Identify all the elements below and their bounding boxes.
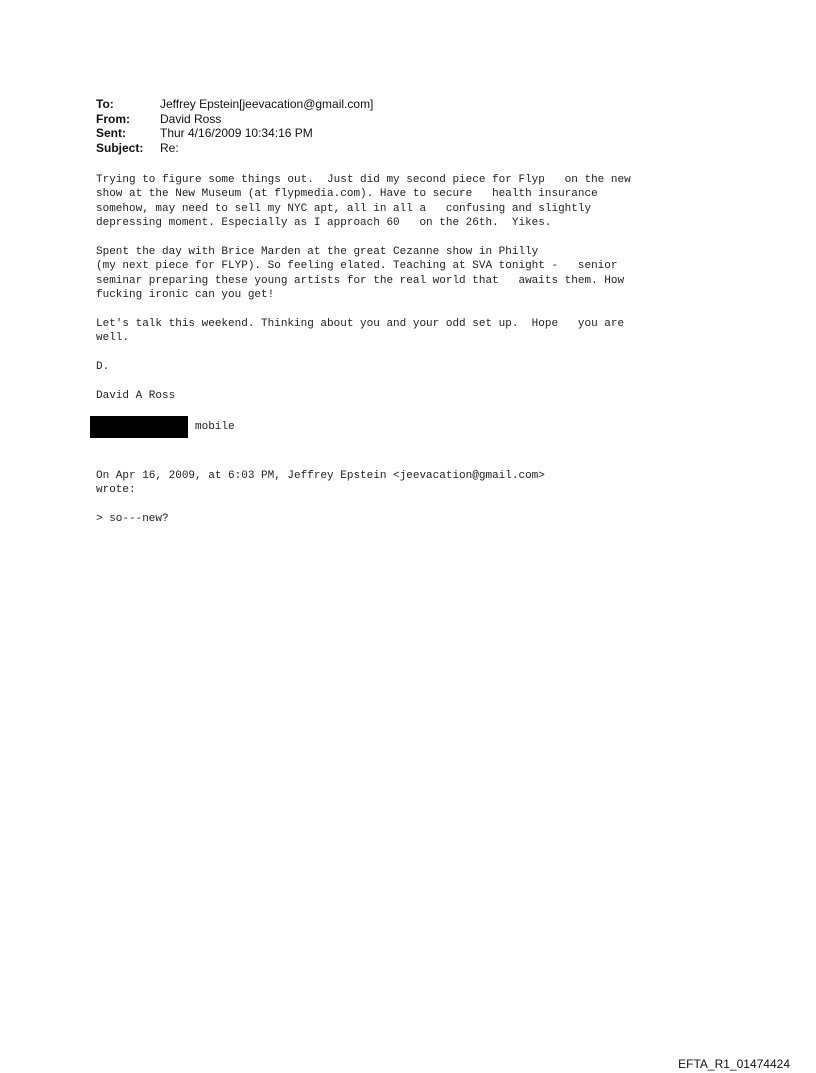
header-row-to [96, 97, 373, 112]
from-label: From: [96, 111, 130, 126]
sent-label: Sent: [96, 126, 126, 140]
body-line: show at the New Museum (at flypmedia.com). Have to secure health insurance [96, 188, 598, 201]
mobile-row [96, 416, 776, 440]
paragraph-gap [96, 346, 776, 360]
email-header [96, 97, 373, 155]
body-line: (my next piece for FLYP). So feeling elated. Teaching at SVA tonight - senior [96, 260, 618, 273]
paragraph-gap [96, 440, 776, 454]
paragraph-gap [96, 497, 776, 511]
body-line: somehow, may need to sell my NYC apt, all in all a confusing and slightly [96, 202, 592, 215]
body-line: fucking ironic can you get! [96, 289, 275, 302]
header-row-from [96, 112, 373, 127]
document-id: EFTA_R1_01474424 [678, 1057, 790, 1071]
subject-value: Re: [160, 140, 179, 155]
signature-name: David A Ross [96, 390, 176, 403]
body-line: well. [96, 332, 130, 345]
paragraph-gap [96, 303, 776, 317]
from-value: David Ross [160, 111, 222, 126]
header-row-subject [96, 141, 373, 156]
sent-value: Thur 4/16/2009 10:34:16 PM [160, 126, 313, 140]
to-label: To: [96, 97, 114, 111]
body-line: depressing moment. Especially as I approach 60 on the 26th. Yikes. [96, 217, 552, 230]
body-line: Spent the day with Brice Marden at the great Cezanne show in Philly [96, 246, 539, 259]
signoff-initial: D. [96, 361, 110, 374]
body-line: seminar preparing these young artists for the real world that awaits them. How [96, 274, 625, 287]
email-body [96, 173, 776, 526]
to-value: Jeffrey Epstein[jeevacation@gmail.com] [160, 97, 374, 111]
body-line: Trying to figure some things out. Just did my second piece for Flyp on the new [96, 174, 631, 186]
quoted-text: > so---new? [96, 512, 169, 525]
paragraph-gap [96, 231, 776, 245]
subject-label: Subject: [96, 140, 144, 155]
header-row-sent [96, 126, 373, 141]
paragraph-gap [96, 454, 776, 468]
paragraph-gap [96, 375, 776, 389]
body-line: Let's talk this weekend. Thinking about you and your odd set up. Hope you are [96, 318, 625, 331]
quote-intro-line: On Apr 16, 2009, at 6:03 PM, Jeffrey Epstein <jeevacation@gmail.com> [96, 469, 545, 482]
quote-intro-line: wrote: [96, 484, 136, 497]
redaction-box [90, 416, 188, 438]
mobile-label: mobile [195, 420, 235, 433]
